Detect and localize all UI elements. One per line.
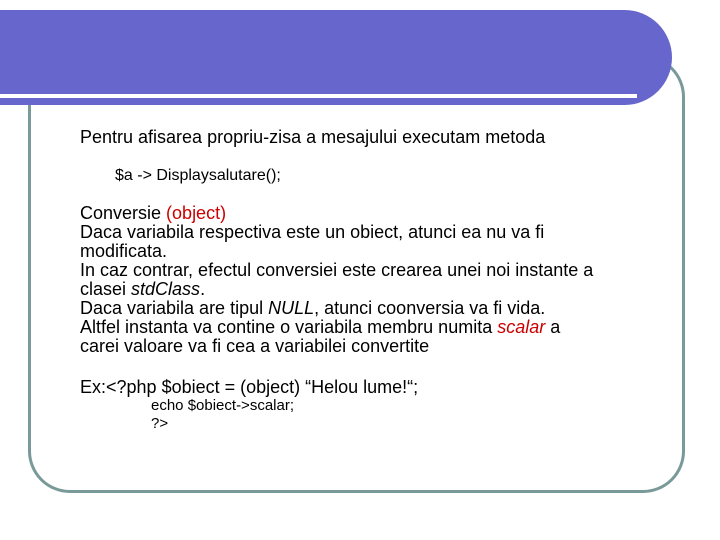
conversion-line: In caz contrar, efectul conversiei este crearea unei noi instante a bbox=[80, 260, 594, 280]
conversion-line: clasei stdClass. bbox=[80, 279, 206, 299]
banner-divider bbox=[0, 94, 637, 98]
conversion-heading: Conversie (object) bbox=[80, 203, 227, 223]
conversion-line: carei valoare va fi cea a variabilei convertite bbox=[80, 336, 430, 356]
example-line-3: ?> bbox=[151, 415, 169, 432]
conversion-line: Altfel instanta va contine o variabila membru numita scalar a bbox=[80, 317, 561, 337]
conversion-section bbox=[80, 204, 660, 356]
method-call-code: $a -> Displaysalutare(); bbox=[115, 167, 281, 184]
object-cast-keyword: (object) bbox=[166, 203, 227, 223]
title-banner bbox=[0, 10, 672, 105]
conversion-line: modificata. bbox=[80, 241, 168, 261]
stdclass-term: stdClass bbox=[131, 279, 201, 299]
conversion-line: Daca variabila are tipul NULL, atunci coonversia va fi vida. bbox=[80, 298, 546, 318]
conversion-line: Daca variabila respectiva este un obiect, atunci ea nu va fi bbox=[80, 222, 545, 242]
null-term: NULL bbox=[268, 298, 315, 318]
example-line-2: echo $obiect->scalar; bbox=[151, 397, 294, 414]
example-line-1: Ex:<?php $obiect = (object) “Helou lume!“; bbox=[80, 377, 419, 397]
intro-text: Pentru afisarea propriu-zisa a mesajului executam metoda bbox=[80, 127, 546, 147]
scalar-term: scalar bbox=[497, 317, 546, 337]
